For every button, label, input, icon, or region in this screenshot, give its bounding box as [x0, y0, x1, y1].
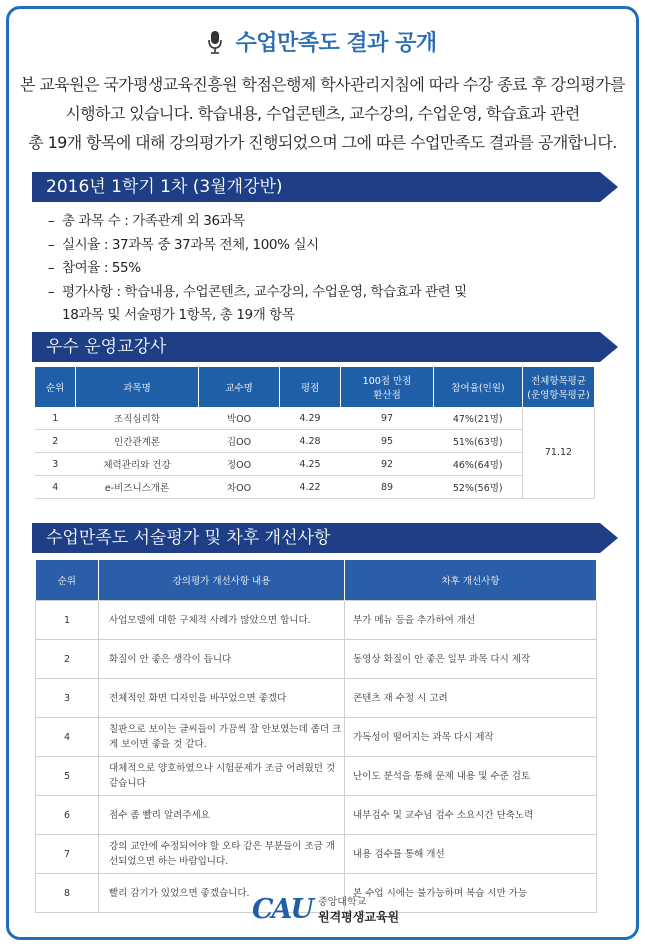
table-cell: 강의 교안에 수정되어야 할 오타 같은 부분들이 조금 개선되었으면 하는 바람입니다.: [99, 835, 345, 874]
table-cell: 빨리 감기가 있었으면 좋겠습니다.: [99, 874, 345, 913]
table-cell: 95: [341, 430, 434, 453]
column-header: 전체항목평균 (운영항목평균): [523, 367, 595, 407]
table-cell: 1: [36, 601, 99, 640]
microphone-icon: [208, 30, 222, 54]
table-row: [35, 430, 595, 453]
list-item-text: 평가사항 : 학습내용, 수업콘텐츠, 교수강의, 수업운영, 학습효과 관련 및: [62, 283, 467, 300]
table-cell: 1: [35, 407, 76, 430]
table-cell: 4.22: [280, 476, 341, 499]
table-cell: 칠판으로 보이는 글씨들이 가끔씩 잘 안보였는데 좀더 크게 보이면 좋을 것 같다.: [99, 718, 345, 757]
list-item: [48, 304, 608, 328]
page-title: 수업만족도 결과 공개: [235, 31, 437, 56]
list-item: – 평가사항 : 학습내용, 수업콘텐츠, 교수강의, 수업운영, 학습효과 관련 및: [48, 281, 608, 305]
table-cell: 전체적인 화면 디자인을 바꾸었으면 좋겠다: [99, 679, 345, 718]
cau-logo: CAU: [252, 894, 312, 925]
table-cell: 동영상 화질이 안 좋은 일부 과목 다시 제작: [345, 640, 597, 679]
table-cell: 체력관리와 건강: [76, 453, 199, 476]
list-item-text: 18과목 및 서술평가 1항목, 총 19개 항목: [62, 307, 295, 323]
list-item: – 실시율 : 37과목 중 37과목 전체, 100% 실시: [48, 234, 608, 258]
list-item-text: 실시율 : 37과목 중 37과목 전체, 100% 실시: [62, 236, 319, 253]
section-heading-feedback: 수업만족도 서술평가 및 차후 개선사항: [32, 523, 600, 553]
summary-list: [48, 210, 608, 328]
instructor-table: [35, 367, 595, 499]
table-cell: 2: [35, 430, 76, 453]
table-cell: 김OO: [199, 430, 280, 453]
column-header: 참여율(인원): [434, 367, 523, 407]
feedback-table: [35, 560, 597, 913]
list-item-text: 참여율 : 55%: [62, 260, 141, 276]
table-cell: 51%(63명): [434, 430, 523, 453]
table-cell: 7: [36, 835, 99, 874]
column-header: 강의평가 개선사항 내용: [99, 560, 345, 601]
table-row: [36, 601, 597, 640]
table-cell: e-비즈니스개론: [76, 476, 199, 499]
table-row: [36, 835, 597, 874]
table-cell: 47%(21명): [434, 407, 523, 430]
list-item: – 참여율 : 55%: [48, 257, 608, 281]
table-cell: 52%(56명): [434, 476, 523, 499]
column-header: 차후 개선사항: [345, 560, 597, 601]
column-header: 교수명: [199, 367, 280, 407]
table-cell: 97: [341, 407, 434, 430]
table-cell: 부가 메뉴 등을 추가하여 개선: [345, 601, 597, 640]
table-row: [36, 796, 597, 835]
intro-line: 시행하고 있습니다. 학습내용, 수업콘텐츠, 교수강의, 수업운영, 학습효과 관련: [65, 104, 580, 123]
table-cell: 5: [36, 757, 99, 796]
intro-line: 본 교육원은 국가평생교육진흥원 학점은행제 학사관리지침에 따라 수강 종료 후 강의평가를: [20, 75, 625, 94]
table-cell: 인간관계론: [76, 430, 199, 453]
table-cell: 89: [341, 476, 434, 499]
table-cell: 4: [35, 476, 76, 499]
table-cell: 2: [36, 640, 99, 679]
institute-name: 원격평생교육원: [317, 909, 400, 924]
table-cell: 가독성이 떨어지는 과목 다시 제작: [345, 718, 597, 757]
column-header: 순위: [35, 367, 76, 407]
table-row: [36, 718, 597, 757]
table-cell: 점수 좀 빨리 알려주세요: [99, 796, 345, 835]
table-cell: 46%(64명): [434, 453, 523, 476]
table-cell: 4.29: [280, 407, 341, 430]
table-cell: 8: [36, 874, 99, 913]
intro-line: 총 19개 항목에 대해 강의평가가 진행되었으며 그에 따른 수업만족도 결과를 공개합니다.: [28, 133, 617, 152]
footer-logo: [252, 894, 399, 925]
table-cell: 조직심리학: [76, 407, 199, 430]
university-name: 중앙대학교: [317, 896, 367, 908]
table-cell: 난이도 분석을 통해 문제 내용 및 수준 검토: [345, 757, 597, 796]
table-row: [35, 407, 595, 430]
table-cell: 내부검수 및 교수님 검수 소요시간 단축노력: [345, 796, 597, 835]
table-cell: 4.28: [280, 430, 341, 453]
table-cell: 화질이 안 좋은 생각이 듭니다: [99, 640, 345, 679]
table-cell: 차OO: [199, 476, 280, 499]
table-cell: 사업모델에 대한 구체적 사례가 많았으면 합니다.: [99, 601, 345, 640]
column-header: 과목명: [76, 367, 199, 407]
average-score: 71.12: [523, 407, 595, 499]
table-cell: 3: [35, 453, 76, 476]
column-header: 100점 만점 환산점: [341, 367, 434, 407]
table-cell: 4: [36, 718, 99, 757]
table-row: [36, 757, 597, 796]
table-cell: 내용 검수를 통해 개선: [345, 835, 597, 874]
table-header-row: [35, 367, 595, 407]
table-cell: 3: [36, 679, 99, 718]
section-heading-semester: 2016년 1학기 1차 (3월개강반): [32, 172, 600, 202]
table-row: [35, 453, 595, 476]
table-row: [36, 640, 597, 679]
table-cell: 92: [341, 453, 434, 476]
table-header-row: [36, 560, 597, 601]
column-header: 평점: [280, 367, 341, 407]
table-cell: 대체적으로 양호하였으나 시험문제가 조금 어려웠던 것 같습니다: [99, 757, 345, 796]
table-cell: 박OO: [199, 407, 280, 430]
list-item: – 총 과목 수 : 가족관계 외 36과목: [48, 210, 608, 234]
table-row: [35, 476, 595, 499]
title-row: [0, 26, 645, 57]
table-cell: 4.25: [280, 453, 341, 476]
list-item-text: 총 과목 수 : 가족관계 외 36과목: [62, 213, 245, 229]
table-cell: 정OO: [199, 453, 280, 476]
section-heading-instructors: 우수 운영교강사: [32, 332, 600, 362]
column-header: 순위: [36, 560, 99, 601]
table-row: [36, 679, 597, 718]
intro-text: [14, 70, 631, 157]
table-cell: 콘텐츠 재 수정 시 고려: [345, 679, 597, 718]
table-cell: 6: [36, 796, 99, 835]
table-cell: 본 수업 시에는 불가능하며 복습 시만 가능: [345, 874, 597, 913]
